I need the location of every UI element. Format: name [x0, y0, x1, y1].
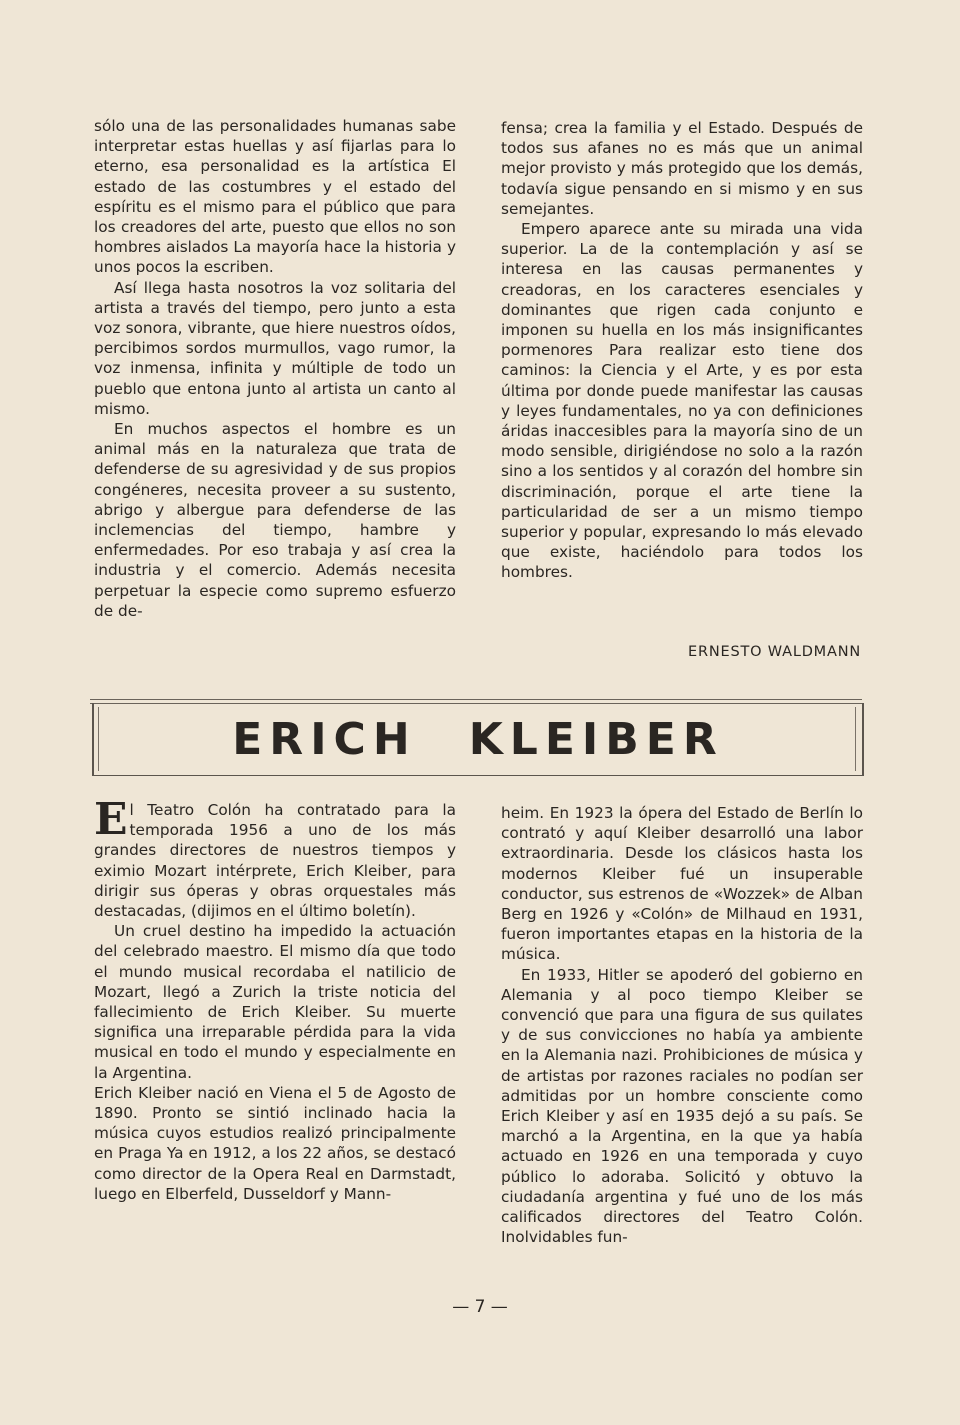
- author-signature: ERNESTO WALDMANN: [688, 644, 861, 660]
- paragraph: Erich Kleiber nació en Viena el 5 de Agosto de 1890. Pronto se sintió inclinado hacia la música cuyos estudios realizó principalmente en Praga Ya en 1912, a los 22 años, se destacó como director de la Opera Real en Darmstadt, luego en Elberfeld, Dusseldorf y Mann-: [94, 1083, 456, 1203]
- paragraph: sólo una de las personalidades humanas sabe interpretar estas huellas y así fijarlas para lo eterno, esa personalidad es la artística El estado de las costumbres y el estado del espíritu es el mismo para el público que para los creadores del arte, puesto que ellos no son hombres aislados La mayoría hace la historia y unos pocos la escriben.: [94, 117, 456, 277]
- drop-cap: E: [94, 794, 128, 845]
- article-column-3: [94, 794, 456, 1204]
- paragraph: fensa; crea la familia y el Estado. Después de todos sus afanes no es más que un animal mejor provisto y más protegido que los demás, todavía sigue pensando en si mismo y en sus semejantes.: [501, 119, 863, 218]
- paragraph: heim. En 1923 la ópera del Estado de Berlín lo contrató y aquí Kleiber desarrolló una labor extraordinaria. Desde los clásicos hasta los modernos Kleiber fué un insuperable conductor, sus estrenos de «Wozzek» de Alban Berg en 1926 y «Colón» de Milhaud en 1931, fueron importantes etapas en la historia de la música.: [501, 804, 863, 964]
- page-number: — 7 —: [452, 1297, 508, 1317]
- paragraph: [94, 794, 456, 921]
- article-column-1: [94, 116, 456, 621]
- paragraph: En 1933, Hitler se apoderó del gobierno en Alemania y al poco tiempo Kleiber se convenció que para una figura de sus quilates y de sus convicciones no había ya ambiente en la Alemania nazi. Prohibiciones de música y de artistas por razones raciales no podían ser admitidas por un hombre consciente como Erich Kleiber y así en 1935 dejó a su país. Se marchó a la Argentina, en la que ya había actuado en 1926 en una temporada y cuyo público lo adoraba. Solicitó y obtuvo la ciudadanía argentina y fué uno de los más calificados directores del Teatro Colón. Inolvidables fun-: [501, 965, 863, 1247]
- title-word-last: KLEIBER: [468, 714, 724, 765]
- paragraph-text: l Teatro Colón ha contratado para la temporada 1956 a uno de los más grandes directores de nuestros tiempos y eximio Mozart intérprete, Erich Kleiber, para dirigir sus óperas y obras orquestales más destacadas, (dijimos en el último boletín).: [94, 801, 456, 921]
- article-title-banner: [92, 710, 864, 770]
- paragraph: Empero aparece ante su mirada una vida superior. La de la contemplación y así se interesa en las causas permanentes y creadoras, en los caracteres esenciales y dominantes que rigen cada conjunto e imponen su huella en los más insignificantes pormenores Para realizar esto tiene dos caminos: la Ciencia y el Arte, y es por esta última por donde puede manifestar las causas y leyes fundamentales, no ya con definiciones áridas inaccesibles para la mayoría sino de un modo sensible, dirigiéndose no solo a la razón sino a los sentidos y al corazón del hombre sin discriminación, porque el arte tiene la particularidad de ser a un mismo tiempo superior y popular, expresando lo más elevado que existe, haciéndolo para todos los hombres.: [501, 220, 863, 582]
- paragraph: Así llega hasta nosotros la voz solitaria del artista a través del tiempo, pero junto a esta voz sonora, vibrante, que hiere nuestros oídos, percibimos sordos murmullos, vago rumor, la voz inmensa, infinita y múltiple de todo un pueblo que entona junto al artista un canto al mismo.: [94, 278, 456, 418]
- paragraph: En muchos aspectos el hombre es un animal más en la naturaleza que trata de defenderse de su agresividad y de sus propios congéneres, necesita proveer a su sustento, abrigo y albergue para defenderse de las inclemencias del tiempo, hambre y enfermedades. Por eso trabaja y así crea la industria y el comercio. Además necesita perpetuar la especie como supremo esfuerzo de de-: [94, 420, 456, 620]
- divider-rule-top: [90, 699, 862, 700]
- title-word-first: ERICH: [232, 714, 417, 765]
- paragraph: Un cruel destino ha impedido la actuación del celebrado maestro. El mismo día que todo el mundo musical recordaba el natilicio de Mozart, llegó a Zurich la triste noticia del fallecimiento de Erich Kleiber. Su muerte significa una irreparable pérdida para la vida musical en todo el mundo y especialmente en la Argentina.: [94, 922, 456, 1082]
- article-column-2: [501, 118, 863, 583]
- article-column-4: [501, 803, 863, 1247]
